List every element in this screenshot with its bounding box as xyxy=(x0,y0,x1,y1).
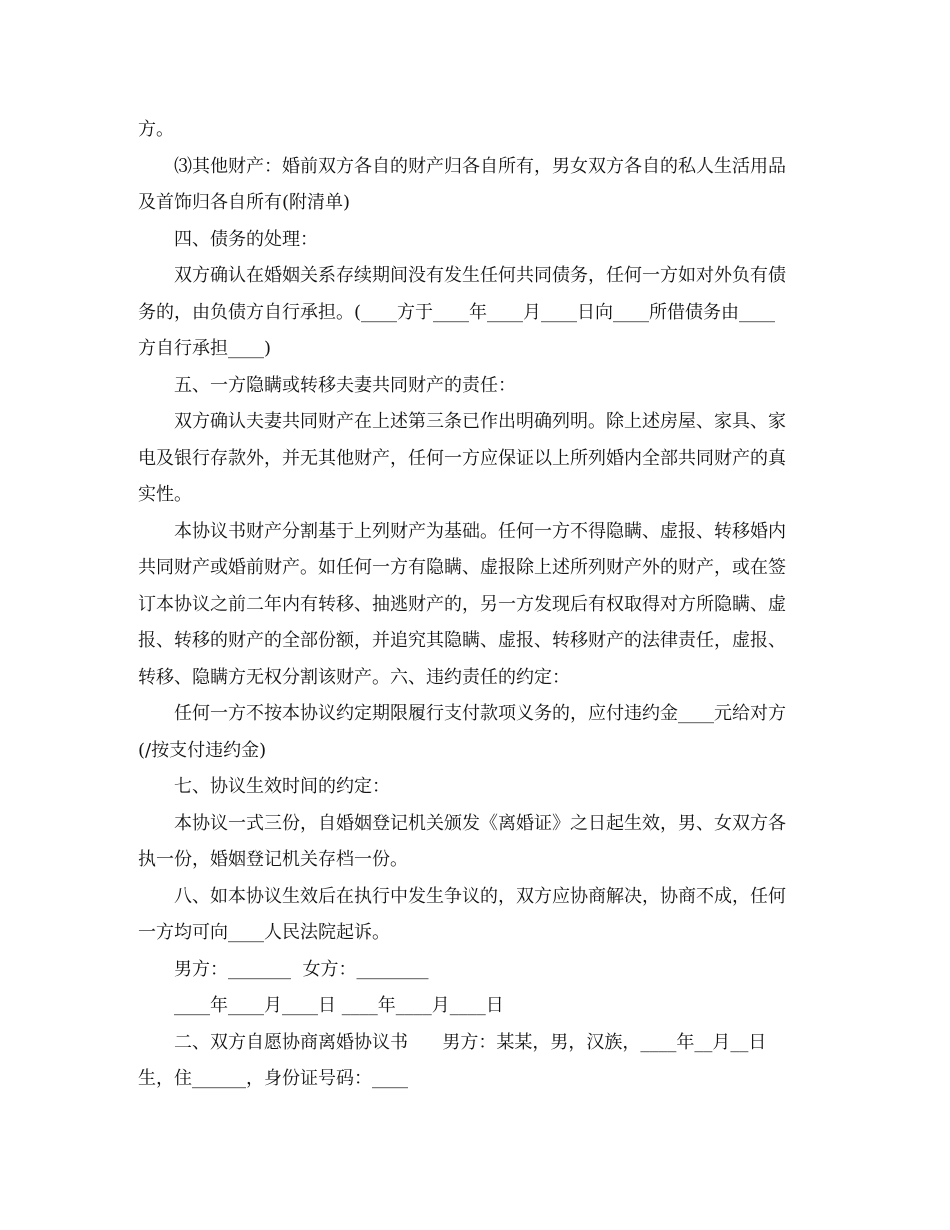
document-line: 报、转移的财产的全部份额，并追究其隐瞒、虚报、转移财产的法律责任，虚报、 xyxy=(138,630,786,651)
document-line: 实性。 xyxy=(138,484,192,505)
document-line: 转移、隐瞒方无权分割该财产。六、违约责任的约定： xyxy=(138,666,570,688)
document-line: 双方确认在婚姻关系存续期间没有发生任何共同债务，任何一方如对外负有债 xyxy=(174,265,786,286)
document-line: 生，住______，身份证号码：____ xyxy=(138,1068,408,1089)
document-line: 男方：_______ 女方：________ xyxy=(174,958,429,980)
document-line: 方自行承担____) xyxy=(138,338,272,359)
document-line: 本协议书财产分割基于上列财产为基础。任何一方不得隐瞒、虚报、转移婚内 xyxy=(174,520,786,542)
document-line: 共同财产或婚前财产。如任何一方有隐瞒、虚报除上述所列财产外的财产，或在签 xyxy=(138,557,786,578)
document-line: 及首饰归各自所有(附清单) xyxy=(138,192,351,213)
document-line: 四、债务的处理： xyxy=(174,228,318,250)
document-line: ⑶其他财产：婚前双方各自的财产归各自所有，男女双方各自的私人生活用品 xyxy=(174,155,786,177)
document-line: 二、双方自愿协商离婚协议书 男方：某某，男，汉族，____年__月__日 xyxy=(174,1031,767,1053)
document-line: 任何一方不按本协议约定期限履行支付款项义务的，应付违约金____元给对方 xyxy=(174,703,786,724)
document-body xyxy=(138,112,818,1098)
document-line: ____年____月____日 ____年____月____日 xyxy=(174,995,504,1016)
document-line: 八、如本协议生效后在执行中发生争议的，双方应协商解决，协商不成，任何 xyxy=(174,885,786,907)
document-line: 本协议一式三份，自婚姻登记机关颁发《离婚证》之日起生效，男、女双方各 xyxy=(174,812,786,834)
document-line: 七、协议生效时间的约定： xyxy=(174,776,390,797)
document-line: 方。 xyxy=(138,119,174,140)
document-line: 一方均可向____人民法院起诉。 xyxy=(138,922,390,943)
document-line: 双方确认夫妻共同财产在上述第三条已作出明确列明。除上述房屋、家具、家 xyxy=(174,411,786,432)
document-line: 电及银行存款外，并无其他财产，任何一方应保证以上所列婚内全部共同财产的真 xyxy=(138,447,786,469)
document-line: 订本协议之前二年内有转移、抽逃财产的，另一方发现后有权取得对方所隐瞒、虚 xyxy=(138,593,786,615)
document-line: 务的，由负债方自行承担。(____方于____年____月____日向____所借债务由____ xyxy=(138,301,776,323)
document-line: (/按支付违约金) xyxy=(138,739,267,761)
document-line: 执一份，婚姻登记机关存档一份。 xyxy=(138,849,408,870)
document-line: 五、一方隐瞒或转移夫妻共同财产的责任： xyxy=(174,374,516,396)
